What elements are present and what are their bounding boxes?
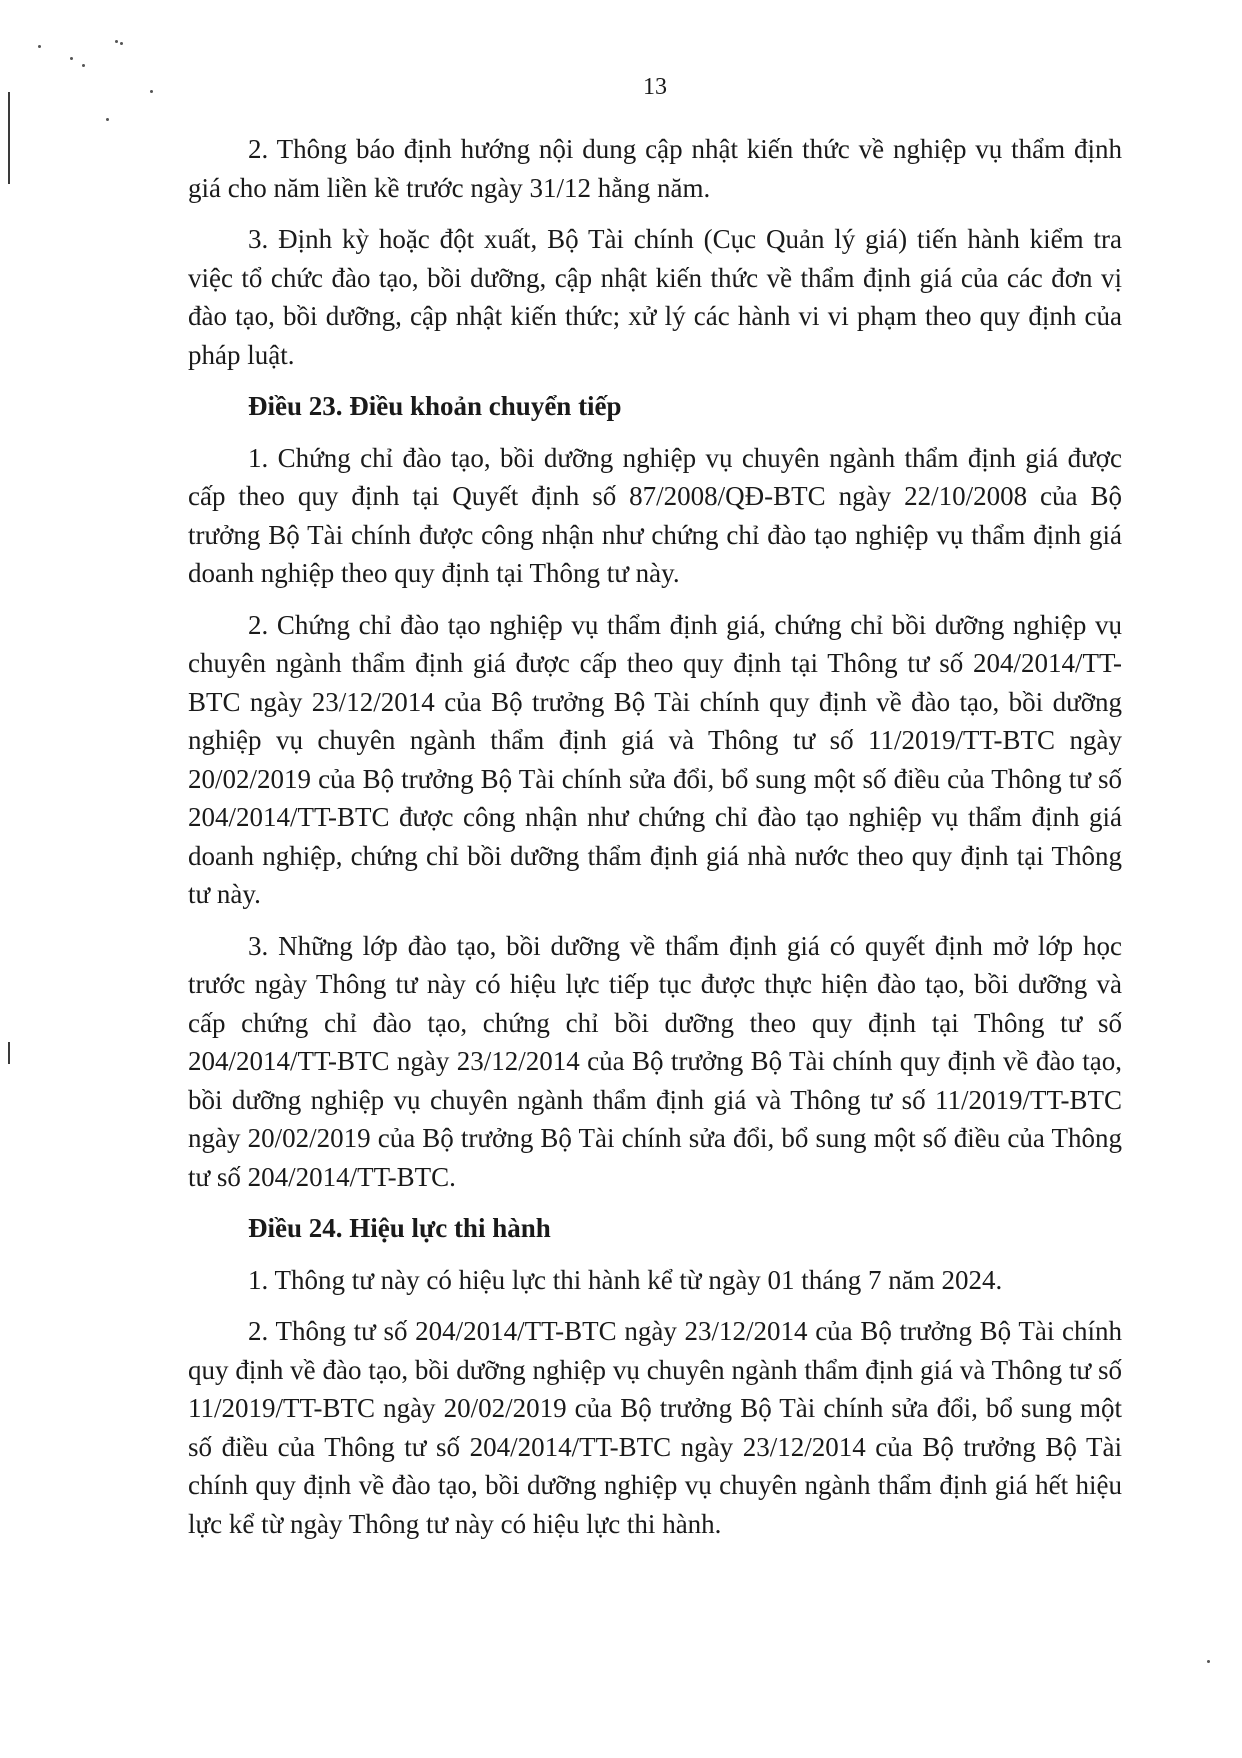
scan-speck [106, 118, 109, 121]
heading-article-23: Điều 23. Điều khoản chuyển tiếp [248, 391, 622, 421]
document-body [188, 130, 1122, 1556]
scan-speck [1207, 1660, 1210, 1663]
page-number: 13 [643, 74, 667, 100]
scan-speck [120, 42, 123, 45]
paragraph-article-23-clause-1: 1. Chứng chỉ đào tạo, bồi dưỡng nghiệp vụ chuyên ngành thẩm định giá được cấp theo quy định tại Quyết định số 87/2008/QĐ-BTC ngày 22/10/2008 của Bộ trưởng Bộ Tài chính được công nhận như chứng chỉ đào tạo nghiệp vụ thẩm định giá doanh nghiệp theo quy định tại Thông tư này. [188, 442, 1122, 588]
scan-speck [82, 64, 85, 67]
scan-speck [115, 40, 118, 43]
paragraph-inspection: 3. Định kỳ hoặc đột xuất, Bộ Tài chính (Cục Quản lý giá) tiến hành kiểm tra việc tổ chức đào tạo, bồi dưỡng, cập nhật kiến thức về thẩm định giá của các đơn vị đào tạo, bồi dưỡng, cập nhật kiến thức; xử lý các hành vi vi phạm theo quy định của pháp luật. [188, 224, 1122, 370]
paragraph-article-24-clause-2: 2. Thông tư số 204/2014/TT-BTC ngày 23/12/2014 của Bộ trưởng Bộ Tài chính quy định về đào tạo, bồi dưỡng nghiệp vụ chuyên ngành thẩm định giá và Thông tư số 11/2019/TT-BTC ngày 20/02/2019 của Bộ trưởng Bộ Tài chính sửa đổi, bổ sung một số điều của Thông tư số 204/2014/TT-BTC ngày 23/12/2014 của Bộ trưởng Bộ Tài chính quy định về đào tạo, bồi dưỡng nghiệp vụ chuyên ngành thẩm định giá hết hiệu lực kể từ ngày Thông tư này có hiệu lực thi hành. [188, 1316, 1122, 1539]
scan-edge-mark-middle [8, 1042, 10, 1064]
paragraph-notice-orientation: 2. Thông báo định hướng nội dung cập nhật kiến thức về nghiệp vụ thẩm định giá cho năm liền kề trước ngày 31/12 hằng năm. [188, 134, 1122, 203]
paragraph-article-24-clause-1: 1. Thông tư này có hiệu lực thi hành kể từ ngày 01 tháng 7 năm 2024. [248, 1264, 1003, 1295]
scan-edge-mark-top [8, 92, 10, 184]
paragraph-article-23-clause-2: 2. Chứng chỉ đào tạo nghiệp vụ thẩm định giá, chứng chỉ bồi dưỡng nghiệp vụ chuyên ngành thẩm định giá được cấp theo quy định tại Thông tư số 204/2014/TT-BTC ngày 23/12/2014 của Bộ trưởng Bộ Tài chính quy định về đào tạo, bồi dưỡng nghiệp vụ chuyên ngành thẩm định giá và Thông tư số 11/2019/TT-BTC ngày 20/02/2019 của Bộ trưởng Bộ Tài chính sửa đổi, bổ sung một số điều của Thông tư số 204/2014/TT-BTC được công nhận như chứng chỉ đào tạo nghiệp vụ thẩm định giá doanh nghiệp, chứng chỉ bồi dưỡng thẩm định giá nhà nước theo quy định tại Thông tư này. [188, 609, 1122, 909]
scan-speck [70, 57, 73, 60]
heading-article-24: Điều 24. Hiệu lực thi hành [248, 1213, 551, 1243]
paragraph-article-23-clause-3: 3. Những lớp đào tạo, bồi dưỡng về thẩm định giá có quyết định mở lớp học trước ngày Thông tư này có hiệu lực tiếp tục được thực hiện đào tạo, bồi dưỡng và cấp chứng chỉ đào tạo, chứng chỉ bồi dưỡng theo quy định tại Thông tư số 204/2014/TT-BTC ngày 23/12/2014 của Bộ trưởng Bộ Tài chính quy định về đào tạo, bồi dưỡng nghiệp vụ chuyên ngành thẩm định giá và Thông tư số 11/2019/TT-BTC ngày 20/02/2019 của Bộ trưởng Bộ Tài chính sửa đổi, bổ sung một số điều của Thông tư số 204/2014/TT-BTC. [188, 930, 1122, 1192]
scan-speck [38, 45, 41, 48]
